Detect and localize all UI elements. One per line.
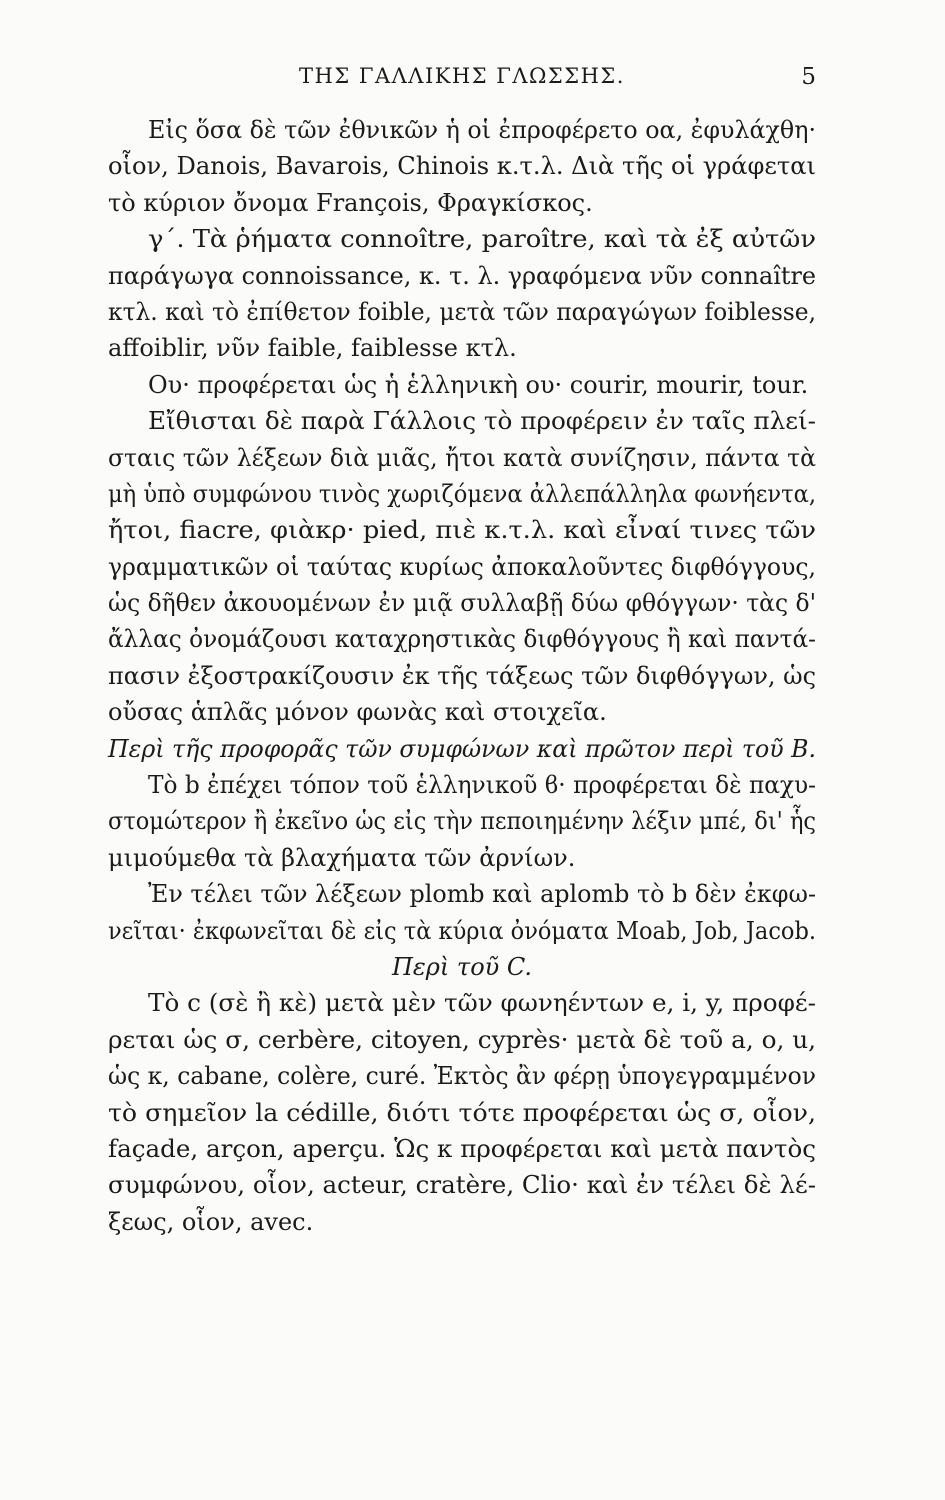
text-line: Τὸ c (σὲ ἢ κὲ) μετὰ μὲν τῶν φωνηέντων e, i, y, προφέ- xyxy=(148,989,816,1018)
running-header xyxy=(108,64,816,104)
text-line: πασιν ἐξοστρακίζουσιν ἐκ τῆς τάξεως τῶν διφθόγγων, ὡς xyxy=(108,661,816,690)
text-line: ἄλλας ὀνομάζουσι καταχρηστικὰς διφθόγγους ἢ καὶ παντά- xyxy=(108,625,816,654)
text-line: στομώτερον ἢ ἐκεῖνο ὡς εἰς τὴν πεποιημένην λέξιν μπέ, δι' ἧς xyxy=(108,807,816,836)
text-line: Ἐν τέλει τῶν λέξεων plomb καὶ aplomb τὸ b δὲν ἐκφω- xyxy=(148,880,817,909)
section-heading: Περὶ τῆς προφορᾶς τῶν συμφώνων καὶ πρῶτον περὶ τοῦ B. xyxy=(108,734,816,763)
text-line: Εἴθισται δὲ παρὰ Γάλλοις τὸ προφέρειν ἐν ταῖς πλεί- xyxy=(148,407,816,436)
body-text xyxy=(108,112,816,1240)
text-line: παράγωγα connoissance, κ. τ. λ. γραφόμενα νῦν connaître xyxy=(108,261,816,290)
text-line: συμφώνου, οἷον, acteur, cratère, Clio· καὶ ἐν τέλει δὲ λέ- xyxy=(108,1171,816,1200)
text-line: Ου· προφέρεται ὡς ἡ ἑλληνικὴ ου· courir, mourir, tour. xyxy=(148,370,809,399)
text-line: οἷον, Danois, Bavarois, Chinois κ.τ.λ. Διὰ τῆς οἱ γράφεται xyxy=(108,152,816,181)
text-line: ξεως, οἷον, avec. xyxy=(108,1207,314,1236)
text-line: ρεται ὡς σ, cerbère, citoyen, cyprès· μετὰ δὲ τοῦ a, o, u, xyxy=(108,1025,816,1054)
text-line: γραμματικῶν οἱ ταύτας κυρίως ἀποκαλοῦντες διφθόγγους, xyxy=(108,552,816,581)
text-line: Εἰς ὅσα δὲ τῶν ἐθνικῶν ἡ οἱ ἐπροφέρετο οα, ἐφυλάχθη· xyxy=(148,116,816,144)
text-line: ἤτοι, fiacre, φιὰκρ· pied, πιὲ κ.τ.λ. καὶ εἶναί τινες τῶν xyxy=(108,516,816,545)
text-line: γ΄. Τὰ ῥήματα connoître, paroître, καὶ τὰ ἐξ αὐτῶν xyxy=(148,225,816,254)
text-line: ὡς δῆθεν ἀκουομένων ἐν μιᾷ συλλαβῇ δύω φθόγγων· τὰς δ' xyxy=(108,589,816,618)
text-line: κτλ. καὶ τὸ ἐπίθετον foible, μετὰ τῶν παραγώγων foiblesse, xyxy=(108,297,816,326)
page-number: 5 xyxy=(801,64,816,90)
text-line: οὔσας ἁπλᾶς μόνον φωνὰς καὶ στοιχεῖα. xyxy=(108,698,607,727)
text-line: ὡς κ, cabane, colère, curé. Ἐκτὸς ἂν φέρῃ ὑπογεγραμμένον xyxy=(108,1062,816,1091)
text-line: τὸ κύριον ὄνομα François, Φραγκίσκος. xyxy=(108,188,593,217)
text-line: façade, arçon, aperçu. Ὡς κ προφέρεται καὶ μετὰ παντὸς xyxy=(108,1134,816,1163)
text-line: νεῖται· ἐκφωνεῖται δὲ εἰς τὰ κύρια ὀνόματα Moab, Job, Jacob. xyxy=(108,916,816,945)
text-line: σταις τῶν λέξεων διὰ μιᾶς, ἤτοι κατὰ συνίζησιν, πάντα τὰ xyxy=(108,443,816,472)
text-line: τὸ σημεῖον la cédille, διότι τότε προφέρεται ὡς σ, οἷον, xyxy=(108,1098,816,1127)
text-line: Τὸ b ἐπέχει τόπον τοῦ ἑλληνικοῦ ϐ· προφέρεται δὲ παχυ- xyxy=(148,771,816,800)
text-line: μιμούμεθα τὰ βλαχήματα τῶν ἀρνίων. xyxy=(108,843,576,872)
text-line: μὴ ὑπὸ συμφώνου τινὸς χωριζόμενα ἀλλεπάλληλα φωνήεντα, xyxy=(108,479,816,508)
running-title: ΤΗΣ ΓΑΛΛΙΚΗΣ ΓΛΩΣΣΗΣ. xyxy=(299,64,625,88)
section-heading: Περὶ τοῦ C. xyxy=(391,952,533,981)
text-line: affoiblir, νῦν faible, faiblesse κτλ. xyxy=(108,334,517,363)
